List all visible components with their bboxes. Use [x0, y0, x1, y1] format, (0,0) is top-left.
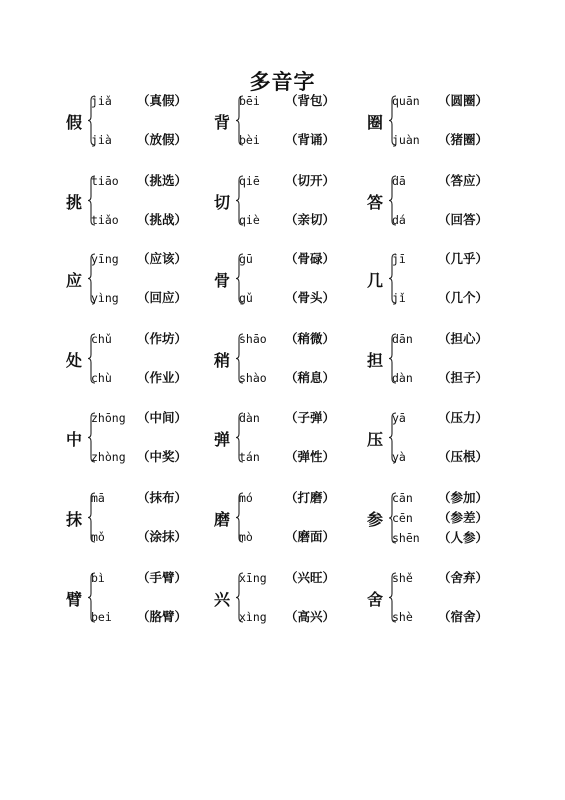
reading-line	[392, 509, 488, 527]
pinyin: yā	[392, 411, 406, 425]
pinyin: xīng	[239, 571, 267, 585]
polyphone-character: 稍	[214, 350, 231, 370]
polyphone-entry	[214, 172, 374, 242]
example-word: （兴旺）	[285, 570, 336, 585]
polyphone-entry	[66, 409, 226, 479]
polyphone-entry	[214, 330, 374, 400]
example-word: （作坊）	[137, 331, 188, 346]
pinyin: qiē	[239, 174, 260, 188]
pinyin: tán	[239, 450, 260, 464]
pinyin: cān	[392, 491, 413, 505]
reading-line	[91, 528, 187, 546]
example-word: （稍息）	[285, 370, 336, 385]
pinyin: dā	[392, 174, 406, 188]
page-title: 多音字	[249, 69, 316, 94]
example-word: （手臂）	[137, 570, 188, 585]
polyphone-character: 舍	[367, 589, 384, 609]
pinyin: dá	[392, 213, 406, 227]
example-word: （回答）	[438, 212, 489, 227]
example-word: （宿舍）	[438, 609, 489, 624]
reading-line	[392, 289, 488, 307]
polyphone-character: 弹	[214, 429, 231, 449]
pinyin: zhòng	[91, 450, 126, 464]
pinyin: yà	[392, 450, 406, 464]
polyphone-entry	[367, 330, 527, 400]
pinyin: zhōng	[91, 411, 126, 425]
example-word: （打磨）	[285, 490, 336, 505]
polyphone-character: 几	[367, 270, 384, 290]
example-word: （切开）	[285, 173, 336, 188]
example-word: （亲切）	[285, 212, 336, 227]
reading-line	[392, 172, 488, 190]
reading-line	[239, 92, 335, 110]
reading-line	[91, 409, 187, 427]
reading-line	[239, 409, 335, 427]
polyphone-character: 切	[214, 192, 231, 212]
polyphone-entry	[214, 250, 374, 320]
reading-line	[91, 92, 187, 110]
reading-line	[239, 211, 335, 229]
example-word: （挑战）	[137, 212, 188, 227]
reading-line	[91, 172, 187, 190]
example-word: （骨头）	[285, 290, 336, 305]
reading-line	[91, 448, 187, 466]
reading-line	[392, 409, 488, 427]
polyphone-character: 担	[367, 350, 384, 370]
reading-line	[239, 608, 335, 626]
example-word: （参差）	[438, 510, 489, 525]
polyphone-character: 假	[66, 112, 83, 132]
polyphone-character: 骨	[214, 270, 231, 290]
pinyin: mó	[239, 491, 253, 505]
example-word: （子弹）	[285, 410, 336, 425]
reading-line	[91, 608, 187, 626]
reading-line	[392, 489, 488, 507]
example-word: （胳臂）	[137, 609, 188, 624]
polyphone-character: 处	[66, 350, 83, 370]
pinyin: bèi	[239, 133, 260, 147]
pinyin: yīng	[91, 252, 119, 266]
polyphone-entry	[66, 330, 226, 400]
polyphone-character: 背	[214, 112, 231, 132]
polyphone-character: 中	[66, 429, 83, 449]
example-word: （圆圈）	[438, 93, 489, 108]
polyphone-entry	[214, 409, 374, 479]
pinyin: juàn	[392, 133, 420, 147]
pinyin: quān	[392, 94, 420, 108]
example-word: （担子）	[438, 370, 489, 385]
pinyin: chù	[91, 371, 112, 385]
polyphone-character: 应	[66, 270, 83, 290]
pinyin: yìng	[91, 291, 119, 305]
polyphone-character: 兴	[214, 589, 231, 609]
example-word: （真假）	[137, 93, 188, 108]
pinyin: bēi	[239, 94, 260, 108]
example-word: （几个）	[438, 290, 489, 305]
pinyin: shāo	[239, 332, 267, 346]
pinyin: jià	[91, 133, 112, 147]
example-word: （几乎）	[438, 251, 489, 266]
reading-line	[91, 489, 187, 507]
pinyin: dàn	[392, 371, 413, 385]
pinyin: jī	[392, 252, 406, 266]
example-word: （放假）	[137, 132, 188, 147]
pinyin: shě	[392, 571, 413, 585]
pinyin: jǐ	[392, 291, 406, 305]
polyphone-character: 压	[367, 429, 384, 449]
example-word: （抹布）	[137, 490, 188, 505]
reading-line	[392, 131, 488, 149]
reading-line	[239, 250, 335, 268]
reading-line	[239, 448, 335, 466]
reading-line	[91, 289, 187, 307]
polyphone-entry	[66, 569, 226, 639]
example-word: （答应）	[438, 173, 489, 188]
reading-line	[239, 569, 335, 587]
pinyin: mā	[91, 491, 105, 505]
pinyin: dàn	[239, 411, 260, 425]
polyphone-entry	[214, 489, 374, 559]
example-word: （挑选）	[137, 173, 188, 188]
reading-line	[392, 250, 488, 268]
reading-line	[91, 250, 187, 268]
reading-line	[239, 172, 335, 190]
example-word: （担心）	[438, 331, 489, 346]
reading-line	[91, 131, 187, 149]
polyphone-entry	[367, 569, 527, 639]
reading-line	[239, 289, 335, 307]
example-word: （压根）	[438, 449, 489, 464]
example-word: （猪圈）	[438, 132, 489, 147]
example-word: （压力）	[438, 410, 489, 425]
pinyin: shēn	[392, 531, 420, 545]
pinyin: shào	[239, 371, 267, 385]
pinyin: qiè	[239, 213, 260, 227]
pinyin: jiǎ	[91, 94, 112, 108]
reading-line	[392, 92, 488, 110]
polyphone-entry	[367, 92, 527, 162]
polyphone-entry	[214, 92, 374, 162]
pinyin: mò	[239, 530, 253, 544]
polyphone-entry	[367, 250, 527, 320]
reading-line	[91, 369, 187, 387]
polyphone-entry	[66, 489, 226, 559]
pinyin: gū	[239, 252, 253, 266]
example-word: （舍弃）	[438, 570, 489, 585]
reading-line	[392, 569, 488, 587]
pinyin: xìng	[239, 610, 267, 624]
reading-line	[239, 330, 335, 348]
example-word: （参加）	[438, 490, 489, 505]
example-word: （中间）	[137, 410, 188, 425]
example-word: （作业）	[137, 370, 188, 385]
reading-line	[392, 529, 488, 547]
pinyin: bì	[91, 571, 105, 585]
polyphone-character: 参	[367, 510, 384, 529]
pinyin: tiǎo	[91, 213, 119, 227]
polyphone-character: 抹	[66, 509, 83, 529]
example-word: （稍微）	[285, 331, 336, 346]
polyphone-character: 臂	[66, 589, 83, 609]
polyphone-entry	[66, 92, 226, 162]
reading-line	[91, 569, 187, 587]
example-word: （人参）	[438, 530, 489, 545]
reading-line	[239, 489, 335, 507]
pinyin: mǒ	[91, 530, 105, 544]
example-word: （应该）	[137, 251, 188, 266]
reading-line	[239, 131, 335, 149]
polyphone-entry	[66, 250, 226, 320]
polyphone-character: 磨	[214, 509, 231, 529]
example-word: （背包）	[285, 93, 336, 108]
reading-line	[392, 211, 488, 229]
polyphone-entry	[66, 172, 226, 242]
example-word: （骨碌）	[285, 251, 336, 266]
reading-line	[239, 369, 335, 387]
polyphone-entry	[214, 569, 374, 639]
reading-line	[91, 330, 187, 348]
pinyin: shè	[392, 610, 413, 624]
pinyin: gǔ	[239, 291, 253, 305]
pinyin: cēn	[392, 511, 413, 525]
polyphone-entry	[367, 409, 527, 479]
polyphone-character: 圈	[367, 112, 384, 132]
example-word: （回应）	[137, 290, 188, 305]
polyphone-character: 答	[367, 192, 384, 212]
example-word: （磨面）	[285, 529, 336, 544]
reading-line	[392, 608, 488, 626]
example-word: （弹性）	[285, 449, 336, 464]
reading-line	[392, 448, 488, 466]
example-word: （中奖）	[137, 449, 188, 464]
pinyin: bei	[91, 610, 112, 624]
example-word: （背诵）	[285, 132, 336, 147]
reading-line	[392, 369, 488, 387]
reading-line	[392, 330, 488, 348]
pinyin: dān	[392, 332, 413, 346]
polyphone-entry	[367, 489, 527, 559]
polyphone-entry	[367, 172, 527, 242]
example-word: （涂抹）	[137, 529, 188, 544]
pinyin: tiāo	[91, 174, 119, 188]
reading-line	[91, 211, 187, 229]
polyphone-character: 挑	[66, 192, 83, 212]
example-word: （高兴）	[285, 609, 336, 624]
reading-line	[239, 528, 335, 546]
pinyin: chǔ	[91, 332, 112, 346]
